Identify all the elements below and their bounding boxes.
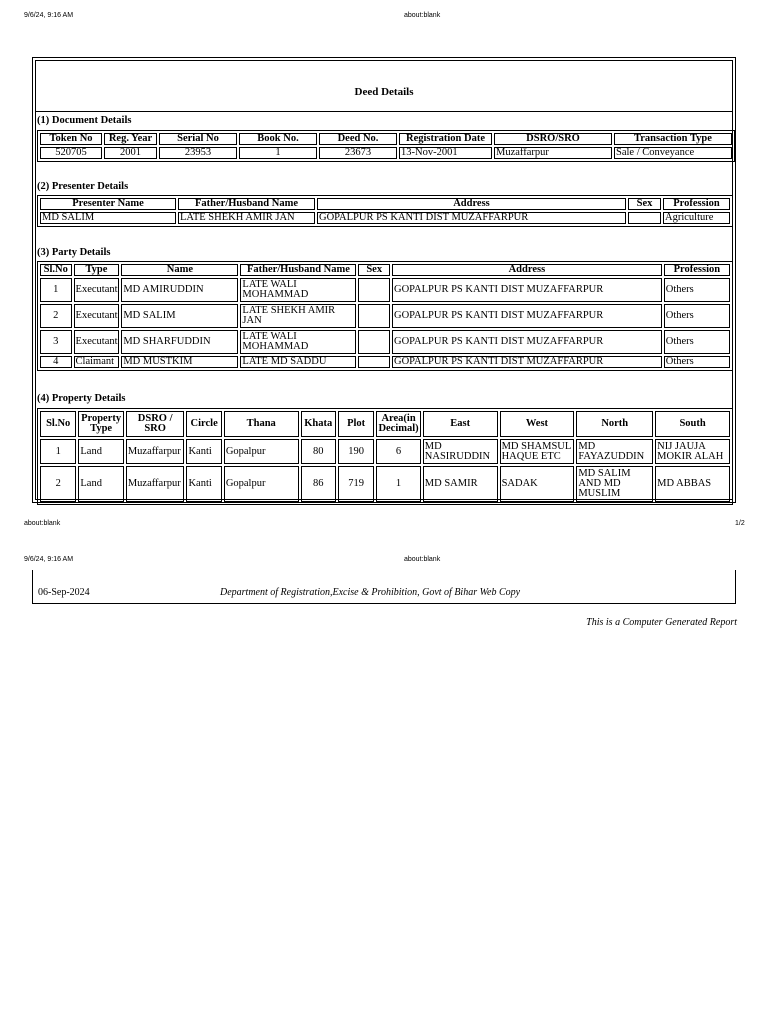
party-details-table xyxy=(37,261,733,371)
dsro-cell: Muzaffarpur xyxy=(494,147,612,159)
deed-no-cell: 23673 xyxy=(319,147,397,159)
circle-cell: Kanti xyxy=(186,466,221,502)
transaction-type-cell: Sale / Conveyance xyxy=(614,147,732,159)
print-datetime-page2: 9/6/24, 9:16 AM xyxy=(24,556,74,563)
north-cell: MD SALIM AND MD MUSLIM xyxy=(576,466,653,502)
party-details-heading: (3) Party Details xyxy=(37,247,111,258)
header-cell: West xyxy=(500,411,575,437)
print-footer-url: about:blank xyxy=(24,520,61,527)
type-cell: Claimant xyxy=(74,356,120,368)
header-cell: Father/Husband Name xyxy=(178,198,315,210)
table-header-row xyxy=(40,411,730,437)
footer-department: Department of Registration,Excise & Prohibition, Govt of Bihar Web Copy xyxy=(220,587,521,598)
header-cell: Serial No xyxy=(159,133,237,145)
south-cell: MD ABBAS xyxy=(655,466,730,502)
slno-cell: 2 xyxy=(40,304,72,328)
profession-cell: Agriculture xyxy=(663,212,730,224)
father-husband-name-cell: LATE WALI MOHAMMAD xyxy=(240,330,356,354)
type-cell: Executant xyxy=(74,278,120,302)
slno-cell: 4 xyxy=(40,356,72,368)
address-cell: GOPALPUR PS KANTI DIST MUZAFFARPUR xyxy=(392,278,662,302)
header-cell: Name xyxy=(121,264,238,276)
name-cell: MD SHARFUDDIN xyxy=(121,330,238,354)
header-cell: Sex xyxy=(628,198,661,210)
property-details-table xyxy=(37,408,733,505)
west-cell: SADAK xyxy=(500,466,575,502)
type-cell: Executant xyxy=(74,330,120,354)
document-details-table xyxy=(37,130,735,162)
name-cell: MD AMIRUDDIN xyxy=(121,278,238,302)
name-cell: MD MUSTKIM xyxy=(121,356,238,368)
name-cell: MD SALIM xyxy=(121,304,238,328)
address-cell: GOPALPUR PS KANTI DIST MUZAFFARPUR xyxy=(392,304,662,328)
north-cell: MD FAYAZUDDIN xyxy=(576,439,653,464)
header-cell: South xyxy=(655,411,730,437)
plot-cell: 719 xyxy=(338,466,374,502)
print-datetime: 9/6/24, 9:16 AM xyxy=(24,12,74,19)
table-row xyxy=(40,356,730,368)
presenter-name-cell: MD SALIM xyxy=(40,212,176,224)
table-row xyxy=(40,330,730,354)
area-cell: 6 xyxy=(376,439,420,464)
profession-cell: Others xyxy=(664,278,730,302)
sex-cell xyxy=(358,356,390,368)
header-cell: Sl.No xyxy=(40,411,76,437)
header-cell: DSRO/SRO xyxy=(494,133,612,145)
header-cell: North xyxy=(576,411,653,437)
header-cell: Address xyxy=(392,264,662,276)
header-cell: Thana xyxy=(224,411,299,437)
header-cell: Sex xyxy=(358,264,390,276)
print-page-number: 1/2 xyxy=(735,520,745,527)
address-cell: GOPALPUR PS KANTI DIST MUZAFFARPUR xyxy=(317,212,626,224)
print-url-page2: about:blank xyxy=(404,556,441,563)
header-cell: Father/Husband Name xyxy=(240,264,356,276)
slno-cell: 1 xyxy=(40,439,76,464)
registration-date-cell: 13-Nov-2001 xyxy=(399,147,492,159)
slno-cell: 2 xyxy=(40,466,76,502)
sex-cell xyxy=(628,212,661,224)
thana-cell: Gopalpur xyxy=(224,466,299,502)
header-cell: Circle xyxy=(186,411,221,437)
header-cell: Book No. xyxy=(239,133,317,145)
address-cell: GOPALPUR PS KANTI DIST MUZAFFARPUR xyxy=(392,330,662,354)
profession-cell: Others xyxy=(664,330,730,354)
table-row xyxy=(40,466,730,502)
khata-cell: 86 xyxy=(301,466,336,502)
table-row xyxy=(40,212,730,224)
header-cell: Khata xyxy=(301,411,336,437)
header-cell: Profession xyxy=(664,264,730,276)
print-url: about:blank xyxy=(404,12,441,19)
header-cell: Address xyxy=(317,198,626,210)
header-cell: Deed No. xyxy=(319,133,397,145)
dsro-cell: Muzaffarpur xyxy=(126,439,185,464)
east-cell: MD NASIRUDDIN xyxy=(423,439,498,464)
property-details-heading: (4) Property Details xyxy=(37,393,126,404)
presenter-details-heading: (2) Presenter Details xyxy=(37,181,129,192)
father-husband-name-cell: LATE SHEKH AMIR JAN xyxy=(240,304,356,328)
document-details-heading: (1) Document Details xyxy=(37,115,132,126)
header-cell: Type xyxy=(74,264,120,276)
sex-cell xyxy=(358,330,390,354)
west-cell: MD SHAMSUL HAQUE ETC xyxy=(500,439,575,464)
header-cell: Property Type xyxy=(78,411,123,437)
header-cell: Reg. Year xyxy=(104,133,157,145)
token-no-cell: 520705 xyxy=(40,147,102,159)
father-husband-name-cell: LATE WALI MOHAMMAD xyxy=(240,278,356,302)
header-cell: Plot xyxy=(338,411,374,437)
dsro-cell: Muzaffarpur xyxy=(126,466,185,502)
property-type-cell: Land xyxy=(78,466,123,502)
computer-generated-note: This is a Computer Generated Report xyxy=(586,617,737,628)
thana-cell: Gopalpur xyxy=(224,439,299,464)
footer-box xyxy=(32,570,736,604)
table-header-row xyxy=(40,133,732,145)
header-cell: DSRO / SRO xyxy=(126,411,185,437)
profession-cell: Others xyxy=(664,304,730,328)
table-row xyxy=(40,439,730,464)
book-no-cell: 1 xyxy=(239,147,317,159)
page-title: Deed Details xyxy=(36,61,732,112)
header-cell: Token No xyxy=(40,133,102,145)
deed-frame xyxy=(32,57,736,503)
plot-cell: 190 xyxy=(338,439,374,464)
header-cell: Area(in Decimal) xyxy=(376,411,420,437)
footer-date: 06-Sep-2024 xyxy=(38,587,90,598)
type-cell: Executant xyxy=(74,304,120,328)
header-cell: Presenter Name xyxy=(40,198,176,210)
property-type-cell: Land xyxy=(78,439,123,464)
header-cell: Sl.No xyxy=(40,264,72,276)
sex-cell xyxy=(358,278,390,302)
table-header-row xyxy=(40,198,730,210)
header-cell: East xyxy=(423,411,498,437)
sex-cell xyxy=(358,304,390,328)
table-row xyxy=(40,304,730,328)
header-cell: Transaction Type xyxy=(614,133,732,145)
father-husband-name-cell: LATE MD SADDU xyxy=(240,356,356,368)
slno-cell: 3 xyxy=(40,330,72,354)
deed-inner-frame xyxy=(35,60,733,500)
area-cell: 1 xyxy=(376,466,420,502)
south-cell: NIJ JAUJA MOKIR ALAH xyxy=(655,439,730,464)
father-husband-name-cell: LATE SHEKH AMIR JAN xyxy=(178,212,315,224)
khata-cell: 80 xyxy=(301,439,336,464)
header-cell: Registration Date xyxy=(399,133,492,145)
serial-no-cell: 23953 xyxy=(159,147,237,159)
presenter-details-table xyxy=(37,195,733,227)
east-cell: MD SAMIR xyxy=(423,466,498,502)
table-row xyxy=(40,147,732,159)
table-header-row xyxy=(40,264,730,276)
slno-cell: 1 xyxy=(40,278,72,302)
address-cell: GOPALPUR PS KANTI DIST MUZAFFARPUR xyxy=(392,356,662,368)
circle-cell: Kanti xyxy=(186,439,221,464)
header-cell: Profession xyxy=(663,198,730,210)
table-row xyxy=(40,278,730,302)
reg-year-cell: 2001 xyxy=(104,147,157,159)
profession-cell: Others xyxy=(664,356,730,368)
